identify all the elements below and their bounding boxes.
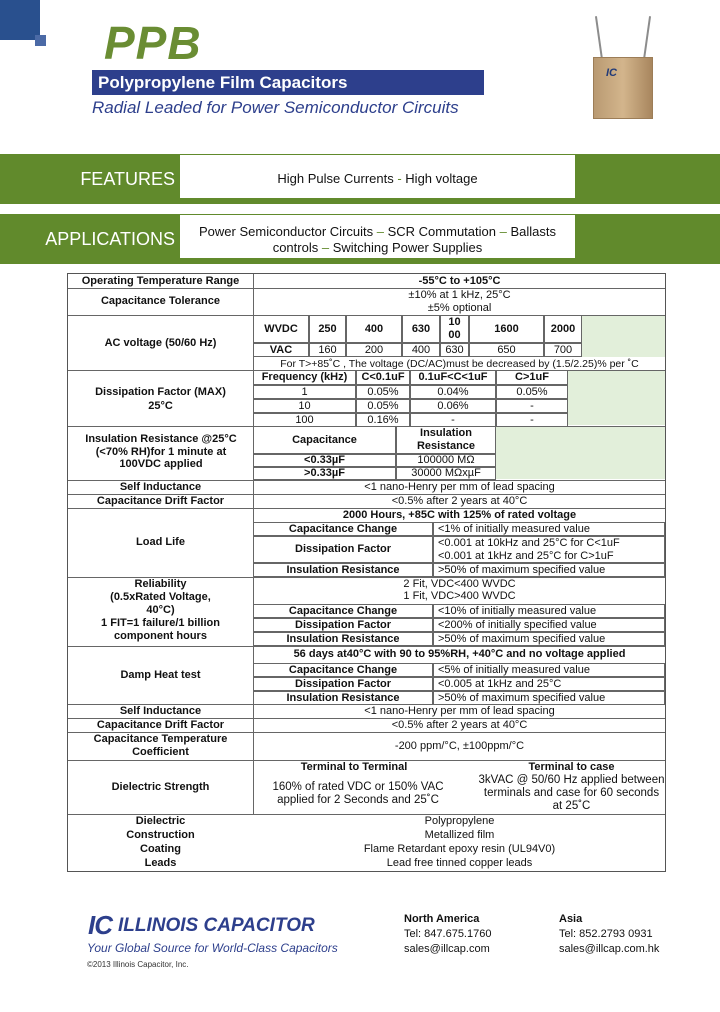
cap-tol-label: Capacitance Tolerance [100, 295, 220, 307]
contact-email[interactable]: sales@illcap.com [404, 942, 490, 955]
op-temp-label: Operating Temperature Range [81, 275, 240, 287]
ir-header: Capacitance [253, 426, 396, 454]
contact-region: North America [404, 913, 480, 925]
reliability-value: <200% of initially specified value [433, 618, 665, 632]
feature-separator: - [393, 171, 406, 186]
reliability-label-line: Reliability [134, 578, 187, 590]
reliability-fit-1: 2 Fit, VDC<400 WVDC [403, 578, 516, 590]
contact-phone: Tel: 847.675.1760 [404, 927, 492, 940]
company-tagline: Your Global Source for World-Class Capacitors [87, 941, 338, 955]
features-label: FEATURES [80, 169, 175, 189]
title-underline [92, 93, 484, 95]
df-cell: - [496, 399, 568, 413]
contact-asia [559, 912, 659, 957]
df-header: Frequency (kHz) [253, 370, 356, 385]
applications-bar [0, 214, 720, 264]
vac-value: 650 [469, 343, 544, 357]
load-life-param: Dissipation Factor [253, 536, 433, 563]
df-cell: 0.04% [410, 385, 496, 399]
material-value: Flame Retardant epoxy resin (UL94V0) [363, 843, 556, 855]
load-life-param: Capacitance Change [253, 522, 433, 536]
dielectric-header: Terminal to Terminal [300, 761, 408, 773]
wvdc-value: 2000 [544, 315, 582, 343]
damp-heat-param: Insulation Resistance [253, 691, 433, 705]
damp-heat-param: Dissipation Factor [253, 677, 433, 691]
df-cell: 100 [253, 413, 356, 427]
dissipation-label: Dissipation Factor (MAX) [95, 386, 226, 398]
features-text [180, 171, 575, 186]
ir-cell: 100000 MΩ [396, 454, 496, 467]
df-cell: - [410, 413, 496, 427]
feature-item: High voltage [405, 171, 478, 186]
wvdc-value: 630 [402, 315, 440, 343]
material-label: Dielectric [135, 815, 186, 827]
applications-label: APPLICATIONS [45, 229, 175, 249]
insulation-label: Insulation Resistance @25°C (<70% RH)for 1 minute at 100VDC applied [85, 433, 237, 471]
temp-coeff-label: Coefficient [132, 746, 189, 758]
application-item: Power Semiconductor Circuits [199, 224, 374, 239]
dissipation-temp: 25°C [148, 400, 173, 412]
reliability-label-line: component hours [114, 630, 207, 642]
reliability-value: <10% of initially measured value [433, 604, 665, 618]
damp-heat-param: Capacitance Change [253, 663, 433, 677]
op-temp-value: -55°C to +105°C [418, 275, 501, 287]
capacitor-lead [595, 16, 603, 60]
application-item: controls [272, 240, 319, 255]
applications-box [180, 214, 576, 260]
contact-north-america [404, 912, 491, 957]
features-box [180, 154, 576, 200]
df-header: 0.1uF<C<1uF [410, 370, 496, 385]
features-right-block [576, 154, 720, 204]
capacitor-brand-mark: IC [606, 67, 617, 79]
contact-region: Asia [559, 913, 583, 925]
voltage-derating-note: For T>+85˚C , The voltage (DC/AC)must be decreased by (1.5/2.25)% per ˚C [280, 358, 639, 370]
df-header: C<0.1uF [356, 370, 410, 385]
damp-heat-label: Damp Heat test [120, 669, 201, 681]
reliability-value: >50% of maximum specified value [433, 632, 665, 646]
material-value: Metallized film [424, 829, 495, 841]
page-title: Polypropylene Film Capacitors [98, 73, 348, 92]
reliability-label-line: 1 FIT=1 failure/1 billion [101, 617, 220, 629]
contact-email[interactable]: sales@illcap.com.hk [559, 942, 660, 955]
corner-decoration [0, 0, 40, 40]
self-inductance-value: <1 nano-Henry per mm of lead spacing [364, 705, 555, 717]
specifications-table [67, 273, 666, 872]
dielectric-value: 160% of rated VDC or 150% VAC applied for 2 Seconds and 25˚C [272, 781, 444, 807]
table-fill [582, 315, 665, 357]
material-label: Coating [140, 843, 181, 855]
vac-value: 400 [402, 343, 440, 357]
material-value: Lead free tinned copper leads [386, 857, 533, 869]
reliability-label [68, 578, 253, 643]
company-name: ILLINOIS CAPACITOR [118, 915, 315, 936]
corner-decoration-gap [40, 0, 48, 22]
wvdc-value: 400 [346, 315, 402, 343]
wvdc-value: 250 [309, 315, 346, 343]
table-fill [568, 371, 665, 425]
df-line: <0.001 at 10kHz and 25°C for C<1uF [438, 536, 620, 549]
df-cell: 0.06% [410, 399, 496, 413]
applications-line-2 [180, 240, 575, 255]
vac-value: 200 [346, 343, 402, 357]
drift-value: <0.5% after 2 years at 40°C [391, 719, 528, 731]
application-item: Ballasts [510, 224, 556, 239]
ir-cell: 30000 MΩxµF [396, 467, 496, 480]
drift-value: <0.5% after 2 years at 40°C [391, 495, 528, 507]
product-logo: PPB [104, 17, 202, 69]
features-bottom-border [180, 198, 576, 204]
wvdc-value: 1000 [440, 315, 469, 343]
load-life-value: >50% of maximum specified value [433, 563, 665, 577]
dielectric-strength-label: Dielectric Strength [111, 781, 210, 793]
ac-voltage-label: AC voltage (50/60 Hz) [104, 337, 217, 349]
title-bar [92, 70, 484, 94]
applications-right-block [576, 214, 720, 264]
df-cell: 0.05% [496, 385, 568, 399]
vac-label: VAC [253, 343, 309, 357]
cap-tol-optional: ±5% optional [427, 302, 492, 314]
load-life-df-value [433, 536, 665, 563]
application-separator: – [318, 240, 333, 255]
load-life-label: Load Life [136, 536, 185, 548]
dielectric-value: 3kVAC @ 50/60 Hz applied between terminals and case for 60 seconds at 25˚C [478, 774, 665, 813]
capacitor-lead [643, 16, 651, 60]
drift-label: Capacitance Drift Factor [96, 495, 225, 507]
vac-value: 700 [544, 343, 582, 357]
reliability-param: Dissipation Factor [253, 618, 433, 632]
self-inductance-value: <1 nano-Henry per mm of lead spacing [364, 481, 555, 493]
damp-heat-header: 56 days at40°C with 90 to 95%RH, +40°C and no voltage applied [293, 648, 626, 660]
dielectric-header: Terminal to case [528, 761, 615, 773]
application-item: Switching Power Supplies [332, 240, 483, 255]
temp-coeff-label: Capacitance Temperature [93, 733, 228, 745]
cap-tol-value: ±10% at 1 kHz, 25°C [408, 289, 511, 301]
ir-cell: <0.33µF [253, 454, 396, 467]
reliability-label-line: 40°C) [146, 604, 175, 616]
feature-item: High Pulse Currents [277, 171, 394, 186]
df-cell: 10 [253, 399, 356, 413]
material-label: Construction [126, 829, 195, 841]
load-life-param: Insulation Resistance [253, 563, 433, 577]
df-cell: 0.16% [356, 413, 410, 427]
damp-heat-value: <0.005 at 1kHz and 25°C [433, 677, 665, 691]
contact-phone: Tel: 852.2793 0931 [559, 927, 653, 940]
df-line: <0.001 at 1kHz and 25°C for C>1uF [438, 549, 614, 562]
reliability-param: Capacitance Change [253, 604, 433, 618]
applications-bottom-border [180, 258, 576, 264]
applications-line-1 [180, 224, 575, 239]
ir-header: Insulation Resistance [396, 426, 496, 454]
df-cell: 1 [253, 385, 356, 399]
capacitor-photo [593, 57, 653, 119]
application-separator: – [495, 224, 511, 239]
self-inductance-label: Self Inductance [119, 481, 202, 493]
load-life-header: 2000 Hours, +85C with 125% of rated voltage [342, 509, 577, 521]
material-label: Leads [144, 857, 177, 869]
wvdc-value: 1600 [469, 315, 544, 343]
application-separator: – [373, 224, 388, 239]
damp-heat-value: >50% of maximum specified value [433, 691, 665, 705]
material-value: Polypropylene [424, 815, 495, 827]
reliability-label-line: (0.5xRated Voltage, [110, 591, 211, 603]
page-subtitle: Radial Leaded for Power Semiconductor Circuits [92, 98, 459, 117]
damp-heat-value: <5% of initially measured value [433, 663, 665, 677]
vac-value: 160 [309, 343, 346, 357]
reliability-fit-2: 1 Fit, VDC>400 WVDC [403, 590, 516, 602]
load-life-value: <1% of initially measured value [433, 522, 665, 536]
temp-coeff-value: -200 ppm/°C, ±100ppm/°C [394, 740, 525, 752]
table-fill [496, 426, 665, 479]
corner-square [35, 35, 46, 46]
application-item: SCR Commutation [387, 224, 496, 239]
df-cell: - [496, 413, 568, 427]
company-logo-mark: IC [88, 910, 112, 940]
self-inductance-label: Self Inductance [119, 705, 202, 717]
drift-label: Capacitance Drift Factor [96, 719, 225, 731]
df-cell: 0.05% [356, 385, 410, 399]
vac-value: 630 [440, 343, 469, 357]
wvdc-label: WVDC [253, 315, 309, 343]
row-line [68, 646, 665, 647]
ir-cell: >0.33µF [253, 467, 396, 480]
copyright: ©2013 Illinois Capacitor, Inc. [87, 960, 189, 969]
df-cell: 0.05% [356, 399, 410, 413]
features-bar [0, 154, 720, 204]
reliability-param: Insulation Resistance [253, 632, 433, 646]
df-header: C>1uF [496, 370, 568, 385]
